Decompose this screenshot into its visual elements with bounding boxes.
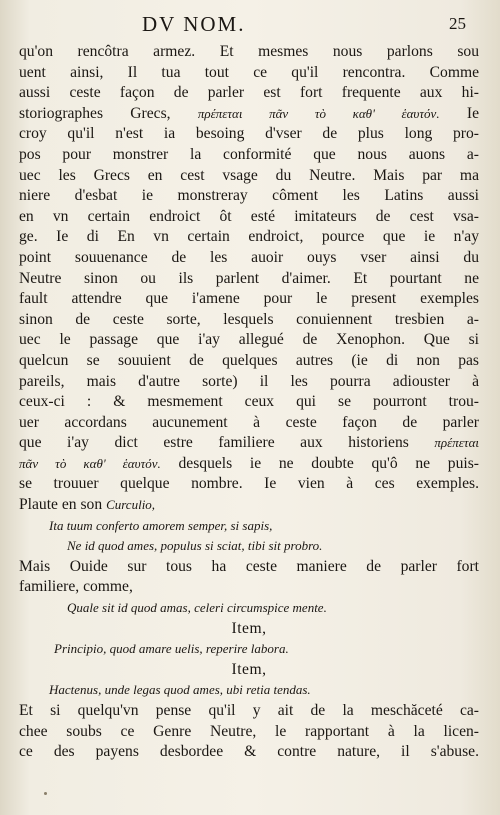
item-heading: Item, xyxy=(231,619,267,637)
text-line: uent ainsi, Il tua tout ce qu'il rencontra. Comme xyxy=(19,63,479,81)
latin-verse: Ita tuum conferto amorem semper, si sapis, xyxy=(49,517,273,533)
text-line xyxy=(19,495,479,516)
text-line: aussi ceste façon de parler est fort frequente aux hi- xyxy=(19,84,479,102)
greek-quote: πρέπεται πᾶν τὸ καθ' ἑαυτόν. xyxy=(197,105,440,121)
text-line: qu'on rencôtra armez. Et mesmes nous parlons sou xyxy=(19,43,479,60)
text-line xyxy=(19,104,479,125)
latin-verse: Ne id quod ames, populus si sciat, tibi sit probro. xyxy=(67,538,323,554)
text-line: uer accordans aucunement à ceste façon de parler xyxy=(19,413,479,431)
text-line: uec les Grecs en cest vsage du Neutre. Mais par ma xyxy=(19,166,479,184)
play-title: Curculio, xyxy=(106,497,156,513)
greek-quote: πρέπεται xyxy=(434,435,479,451)
item-heading: Item, xyxy=(231,660,267,678)
text-line: pareils, mais d'autre sorte) il les pourra adiouster à xyxy=(19,372,479,390)
text-line: fault attendre que i'amene pour le present exemples xyxy=(19,290,479,308)
text-segment: storiographes Grecs, xyxy=(19,104,171,122)
text-segment: que i'ay dict estre familiere aux historiens xyxy=(19,434,409,452)
text-line: Et si quelqu'vn pense qu'il y ait de la meschăceté ca- xyxy=(19,702,479,719)
text-segment: Plaute en son xyxy=(19,496,103,514)
text-line: uec le passage que i'ay allegué de Xenophon. Que si xyxy=(19,331,479,349)
latin-verse: Hactenus, unde legas quod ames, ubi retia tendas. xyxy=(49,682,311,698)
text-line: croy qu'il n'est ia besoing d'vser de plus long pro- xyxy=(19,125,479,143)
page-number: 25 xyxy=(449,14,466,33)
text-line: chee soubs ce Genre Neutre, le rapportant à la licen- xyxy=(19,722,479,740)
text-line: ceux-ci : & mesmement ceux qui se pourront trou- xyxy=(19,393,479,411)
text-segment: desquels ie ne doubte qu'ô ne puis- xyxy=(178,454,479,472)
ink-speck xyxy=(44,792,47,795)
text-line: niere d'esbat ie monstreray côment les Latins aussi xyxy=(19,187,479,205)
text-line: pos pour monstrer la conformité que nous auons a- xyxy=(19,145,479,163)
running-title: DV NOM. xyxy=(142,12,246,36)
text-line: se trouuer quelque nombre. Ie vien à ces exemples. xyxy=(19,475,479,493)
text-line: ge. Ie di En vn certain endroict, pource que ie n'ay xyxy=(19,228,479,246)
latin-verse: Principio, quod amare uelis, reperire labora. xyxy=(54,641,289,657)
text-line xyxy=(19,433,479,454)
text-line: quelcun se souuient de quelques autres (ie di non pas xyxy=(19,351,479,369)
text-segment: Ie xyxy=(466,104,479,122)
page-header xyxy=(0,12,500,40)
body-text xyxy=(19,42,479,763)
text-line: familiere, comme, xyxy=(19,578,133,596)
text-line: Mais Ouide sur tous ha ceste maniere de parler fort xyxy=(19,557,479,575)
greek-quote: πᾶν τὸ καθ' ἑαυτόν. xyxy=(19,455,161,471)
text-line: en vn certain endroict ôt esté imitateurs de cest vsa- xyxy=(19,207,479,225)
text-line: sinon de ceste sorte, lesquels conuiennent tresbien a- xyxy=(19,310,479,328)
text-line: point souuenance de les auoir ouys vser ainsi du xyxy=(19,248,479,266)
text-line: Neutre sinon ou ils parlent d'aimer. Et pourtant ne xyxy=(19,269,479,287)
text-line: ce des payens desbordee & contre nature, il s'abuse. xyxy=(19,743,479,761)
text-line xyxy=(19,454,479,475)
latin-verse: Quale sit id quod amas, celeri circumspice mente. xyxy=(67,600,327,616)
